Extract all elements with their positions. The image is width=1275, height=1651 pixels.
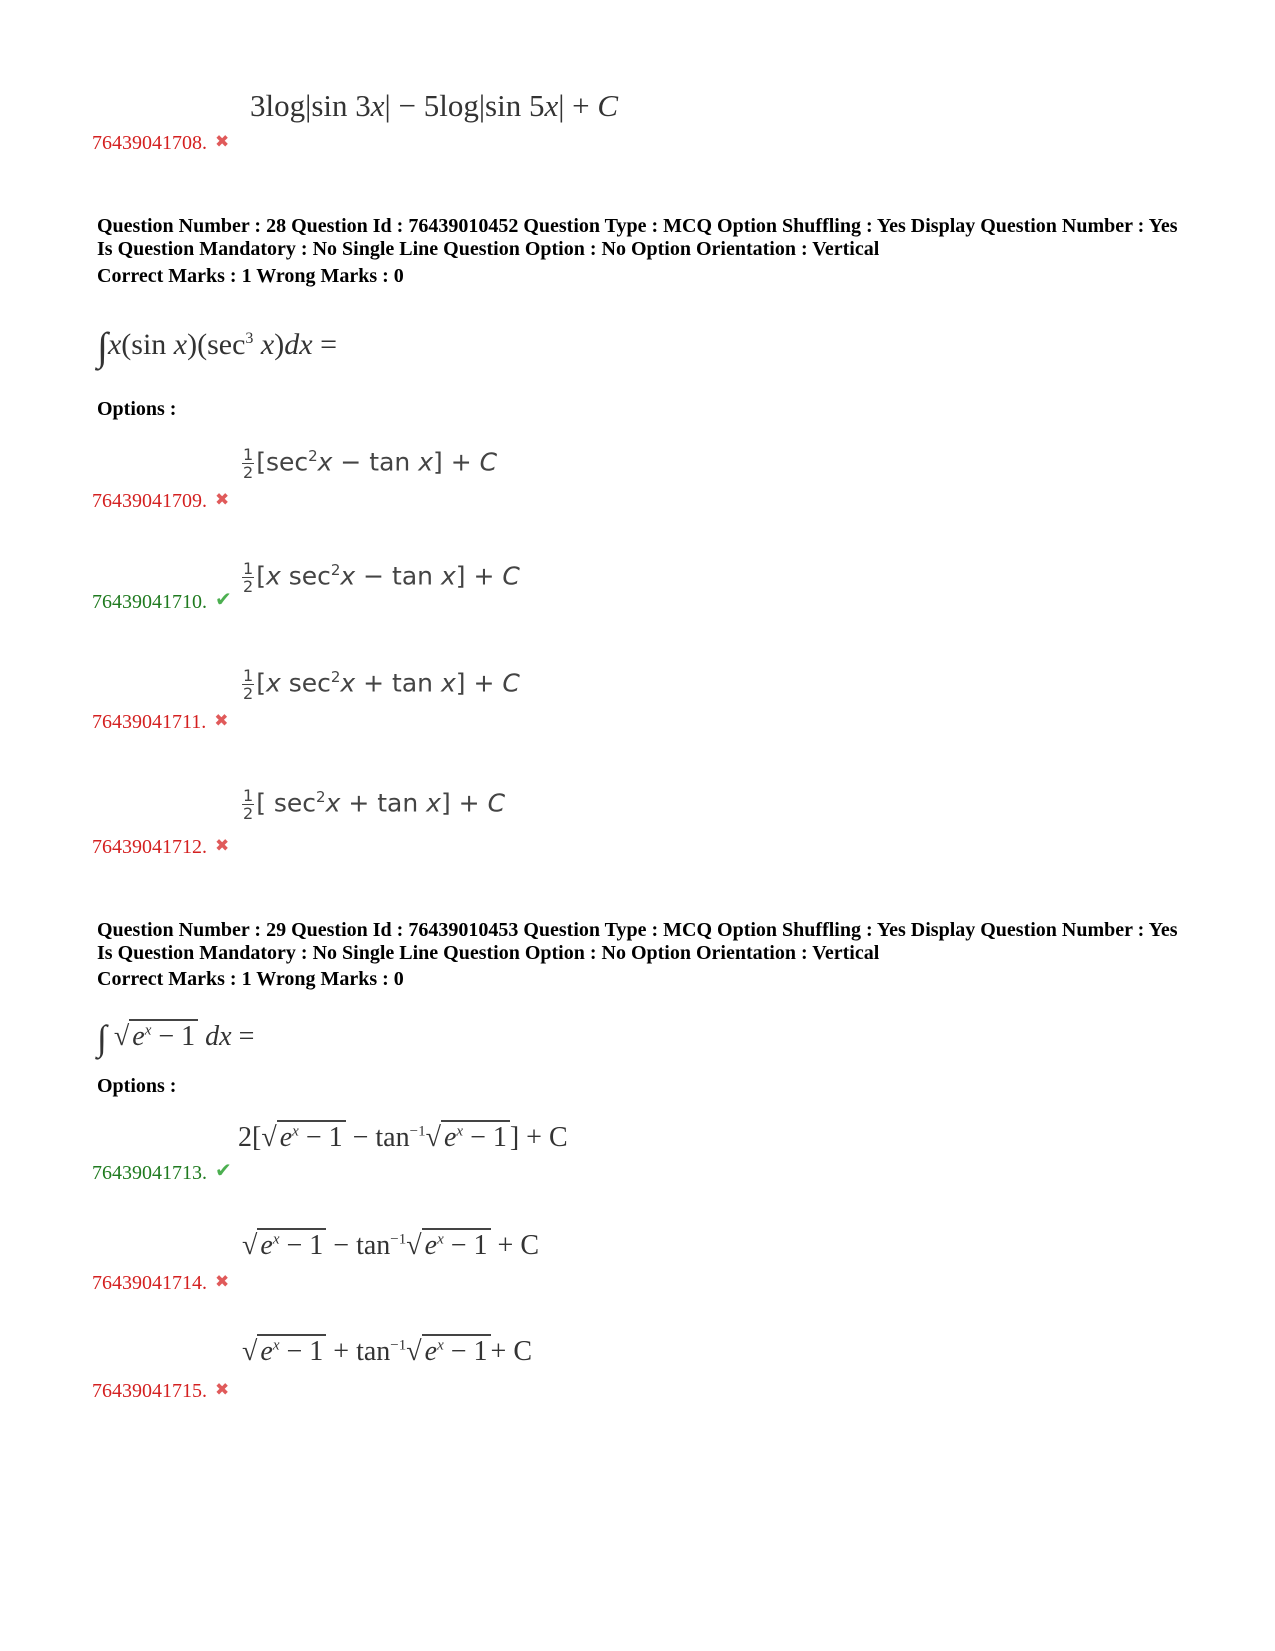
q28-option-3-math: $\frac{1}{2}$ [x $\sec^2x + \tan x] + C$ [243, 666, 520, 703]
q29-option-3-math: √ $e^x - 1 + \tan^{-1}√$ $e^x - 1 + C$ [242, 1336, 532, 1367]
question-28-marks: Correct Marks : 1 Wrong Marks : 0 [97, 265, 404, 287]
question-28-options-label: Options : [97, 398, 177, 420]
question-28-math: ∫x(sin $x)(\sec^3$ x)dx = [97, 324, 337, 369]
question-29-math: ∫ √ $e^x - 1$ dx = [97, 1018, 255, 1058]
q29-option-1-math: 2[√ $e^x - 1 - \tan^{-1}√$ $e^x - 1$ ] + C [238, 1122, 568, 1153]
correct-check-icon: ✔ [215, 589, 232, 611]
q29-option-2-math: √ $e^x - 1 - \tan^{-1}√$ $e^x - 1 + C$ [242, 1230, 539, 1261]
wrong-mark-icon: ✖ [215, 490, 230, 509]
q28-option-4-math: $\frac{1}{2}$ [ $\sec^2x + \tan x] + C$ [243, 786, 506, 823]
q28-option-2-id: 76439041710. ✔ [92, 589, 232, 613]
wrong-mark-icon: ✖ [215, 1272, 230, 1291]
wrong-mark-icon: ✖ [215, 132, 230, 151]
question-28-header: Question Number : 28 Question Id : 76439010452 Question Type : MCQ Option Shuffling : Yes Display Question Number : Yes Is Question Mandatory : No Single Line Question Option : No Option Orientation : Vertical [97, 215, 1178, 260]
question-29-options-label: Options : [97, 1075, 177, 1097]
wrong-mark-icon: ✖ [215, 836, 230, 855]
q28-option-1-id: 76439041709. ✖ [92, 490, 230, 512]
wrong-mark-icon: ✖ [214, 711, 229, 730]
question-29-header: Question Number : 29 Question Id : 76439010453 Question Type : MCQ Option Shuffling : Yes Display Question Number : Yes Is Question Mandatory : No Single Line Question Option : No Option Orientation : Vertical [97, 919, 1178, 964]
q28-option-2-math: $\frac{1}{2}$ [x $\sec^2x - \tan x] + C$ [243, 559, 520, 596]
q28-option-1-math: $\frac{1}{2}$ $[\sec^2x - \tan x] + C$ [243, 445, 498, 482]
correct-check-icon: ✔ [215, 1160, 232, 1182]
q28-option-3-id: 76439041711. ✖ [92, 711, 229, 733]
question-29-marks: Correct Marks : 1 Wrong Marks : 0 [97, 968, 404, 990]
prev-option-4-id: 76439041708. ✖ [92, 132, 230, 154]
wrong-mark-icon: ✖ [215, 1380, 230, 1399]
prev-option-4-math: 3log|sin 3x| − 5log|sin 5x| + C [250, 88, 619, 123]
q29-option-1-id: 76439041713. ✔ [92, 1160, 232, 1184]
q29-option-3-id: 76439041715. ✖ [92, 1380, 230, 1402]
q29-option-2-id: 76439041714. ✖ [92, 1272, 230, 1294]
q28-option-4-id: 76439041712. ✖ [92, 836, 230, 858]
